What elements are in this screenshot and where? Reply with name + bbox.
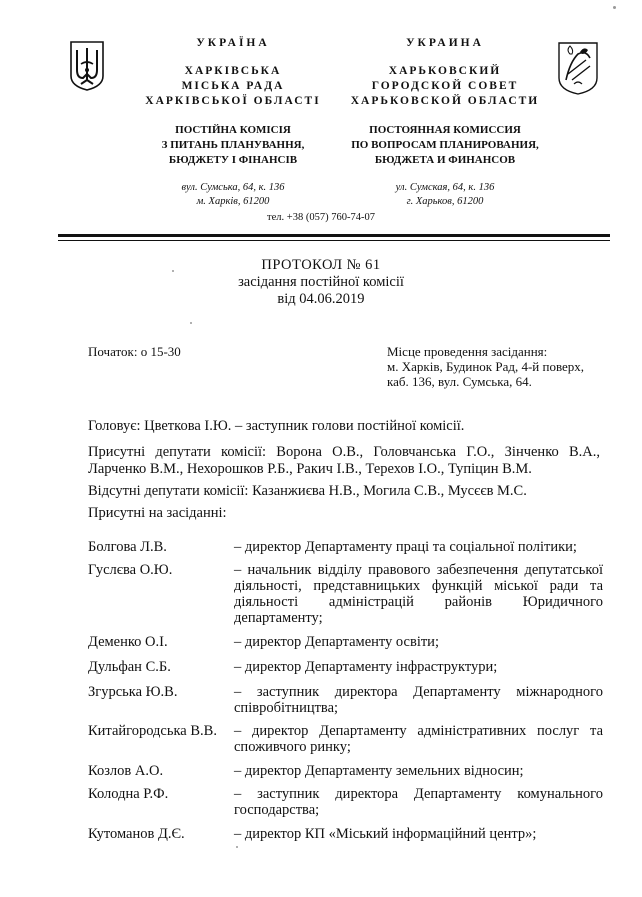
protocol-date: від 04.06.2019 bbox=[277, 291, 365, 307]
header-right-column bbox=[330, 37, 560, 209]
council-name-ua: ХАРКІВСЬКА МІСЬКА РАДА ХАРКІВСЬКОЇ ОБЛАСТІ bbox=[145, 64, 321, 107]
attendee-position: – заступник директора Департаменту комунального господарства; bbox=[234, 786, 603, 818]
council-name-ru: ХАРЬКОВСКИЙ ГОРОДСКОЙ СОВЕТ ХАРЬКОВСКОЙ ОБЛАСТИ bbox=[350, 64, 540, 107]
attendee-name: Козлов А.О. bbox=[88, 763, 164, 779]
attendee-position: – директор Департаменту освіти; bbox=[234, 634, 439, 650]
attendee-name: Гуслєва О.Ю. bbox=[88, 562, 173, 578]
attendees-heading: Присутні на засіданні: bbox=[88, 505, 227, 521]
scan-speck bbox=[236, 846, 238, 848]
present-members-paragraph: Присутні депутати комісії: Ворона О.В., Головчанська Г.О., Зінченко В.А., Ларченко В.М., Нехорошков Р.Б., Ракич І.В., Терехов І.О., Тупіцин В.М. bbox=[88, 444, 600, 477]
commission-name-ua: ПОСТІЙНА КОМІСІЯ З ПИТАНЬ ПЛАНУВАННЯ, БЮДЖЕТУ І ФІНАНСІВ bbox=[161, 123, 305, 166]
attendee-name: Згурська Ю.В. bbox=[88, 684, 178, 700]
address-ru: ул. Сумская, 64, к. 136 г. Харьков, 61200 bbox=[395, 181, 495, 207]
ukraine-trident-emblem-icon bbox=[69, 40, 105, 92]
attendee-position: – директор Департаменту інфраструктури; bbox=[234, 659, 498, 675]
attendee-name: Деменко О.І. bbox=[88, 634, 168, 650]
scan-speck bbox=[172, 270, 174, 272]
scan-speck bbox=[190, 322, 192, 324]
attendee-position: – директор Департаменту земельних відносин; bbox=[234, 763, 524, 779]
scan-speck bbox=[613, 6, 616, 9]
absent-members-paragraph: Відсутні депутати комісії: Казанжиєва Н.В., Могила С.В., Мусєєв М.С. bbox=[88, 483, 527, 499]
attendee-name: Дульфан С.Б. bbox=[88, 659, 171, 675]
attendee-name: Кутоманов Д.Є. bbox=[88, 826, 185, 842]
kharkiv-city-emblem-icon bbox=[556, 40, 600, 96]
address-ua: вул. Сумська, 64, к. 136 м. Харків, 61200 bbox=[181, 181, 285, 207]
meeting-venue: Місце проведення засідання: м. Харків, Будинок Рад, 4-й поверх, каб. 136, вул. Сумська, 64. bbox=[387, 344, 585, 389]
attendee-position: – директор Департаменту адміністративних послуг та споживчого ринку; bbox=[234, 723, 603, 755]
attendee-position: – директор КП «Міський інформаційний центр»; bbox=[234, 826, 537, 842]
protocol-title: ПРОТОКОЛ № 61 bbox=[261, 257, 381, 273]
meeting-start-time: Початок: о 15-30 bbox=[88, 344, 181, 359]
attendee-name: Болгова Л.В. bbox=[88, 539, 167, 555]
phone-number: тел. +38 (057) 760-74-07 bbox=[267, 212, 375, 223]
protocol-title-block bbox=[0, 257, 642, 308]
header-left-column bbox=[128, 37, 338, 209]
commission-name-ru: ПОСТОЯННАЯ КОМИССИЯ ПО ВОПРОСАМ ПЛАНИРОВАНИЯ, БЮДЖЕТА И ФИНАНСОВ bbox=[351, 123, 539, 166]
header-divider-thin bbox=[58, 240, 610, 241]
attendee-position: – директор Департаменту праці та соціальної політики; bbox=[234, 539, 577, 555]
attendee-position: – заступник директора Департаменту міжнародного співробітництва; bbox=[234, 684, 603, 716]
header-divider-thick bbox=[58, 234, 610, 237]
attendee-name: Колодна Р.Ф. bbox=[88, 786, 169, 802]
chair-paragraph: Головує: Цветкова І.Ю. – заступник голови постійної комісії. bbox=[88, 418, 465, 434]
attendee-name: Китайгородська В.В. bbox=[88, 723, 217, 739]
country-name-ru: УКРАИНА bbox=[406, 37, 484, 49]
country-name-ua: УКРАЇНА bbox=[196, 37, 270, 49]
protocol-subtitle: засідання постійної комісії bbox=[238, 274, 404, 290]
attendee-position: – начальник відділу правового забезпечення депутатської діяльності, представницьких функцій міської ради та діяльності адміністрацій районів Юридичного департаменту; bbox=[234, 562, 603, 626]
